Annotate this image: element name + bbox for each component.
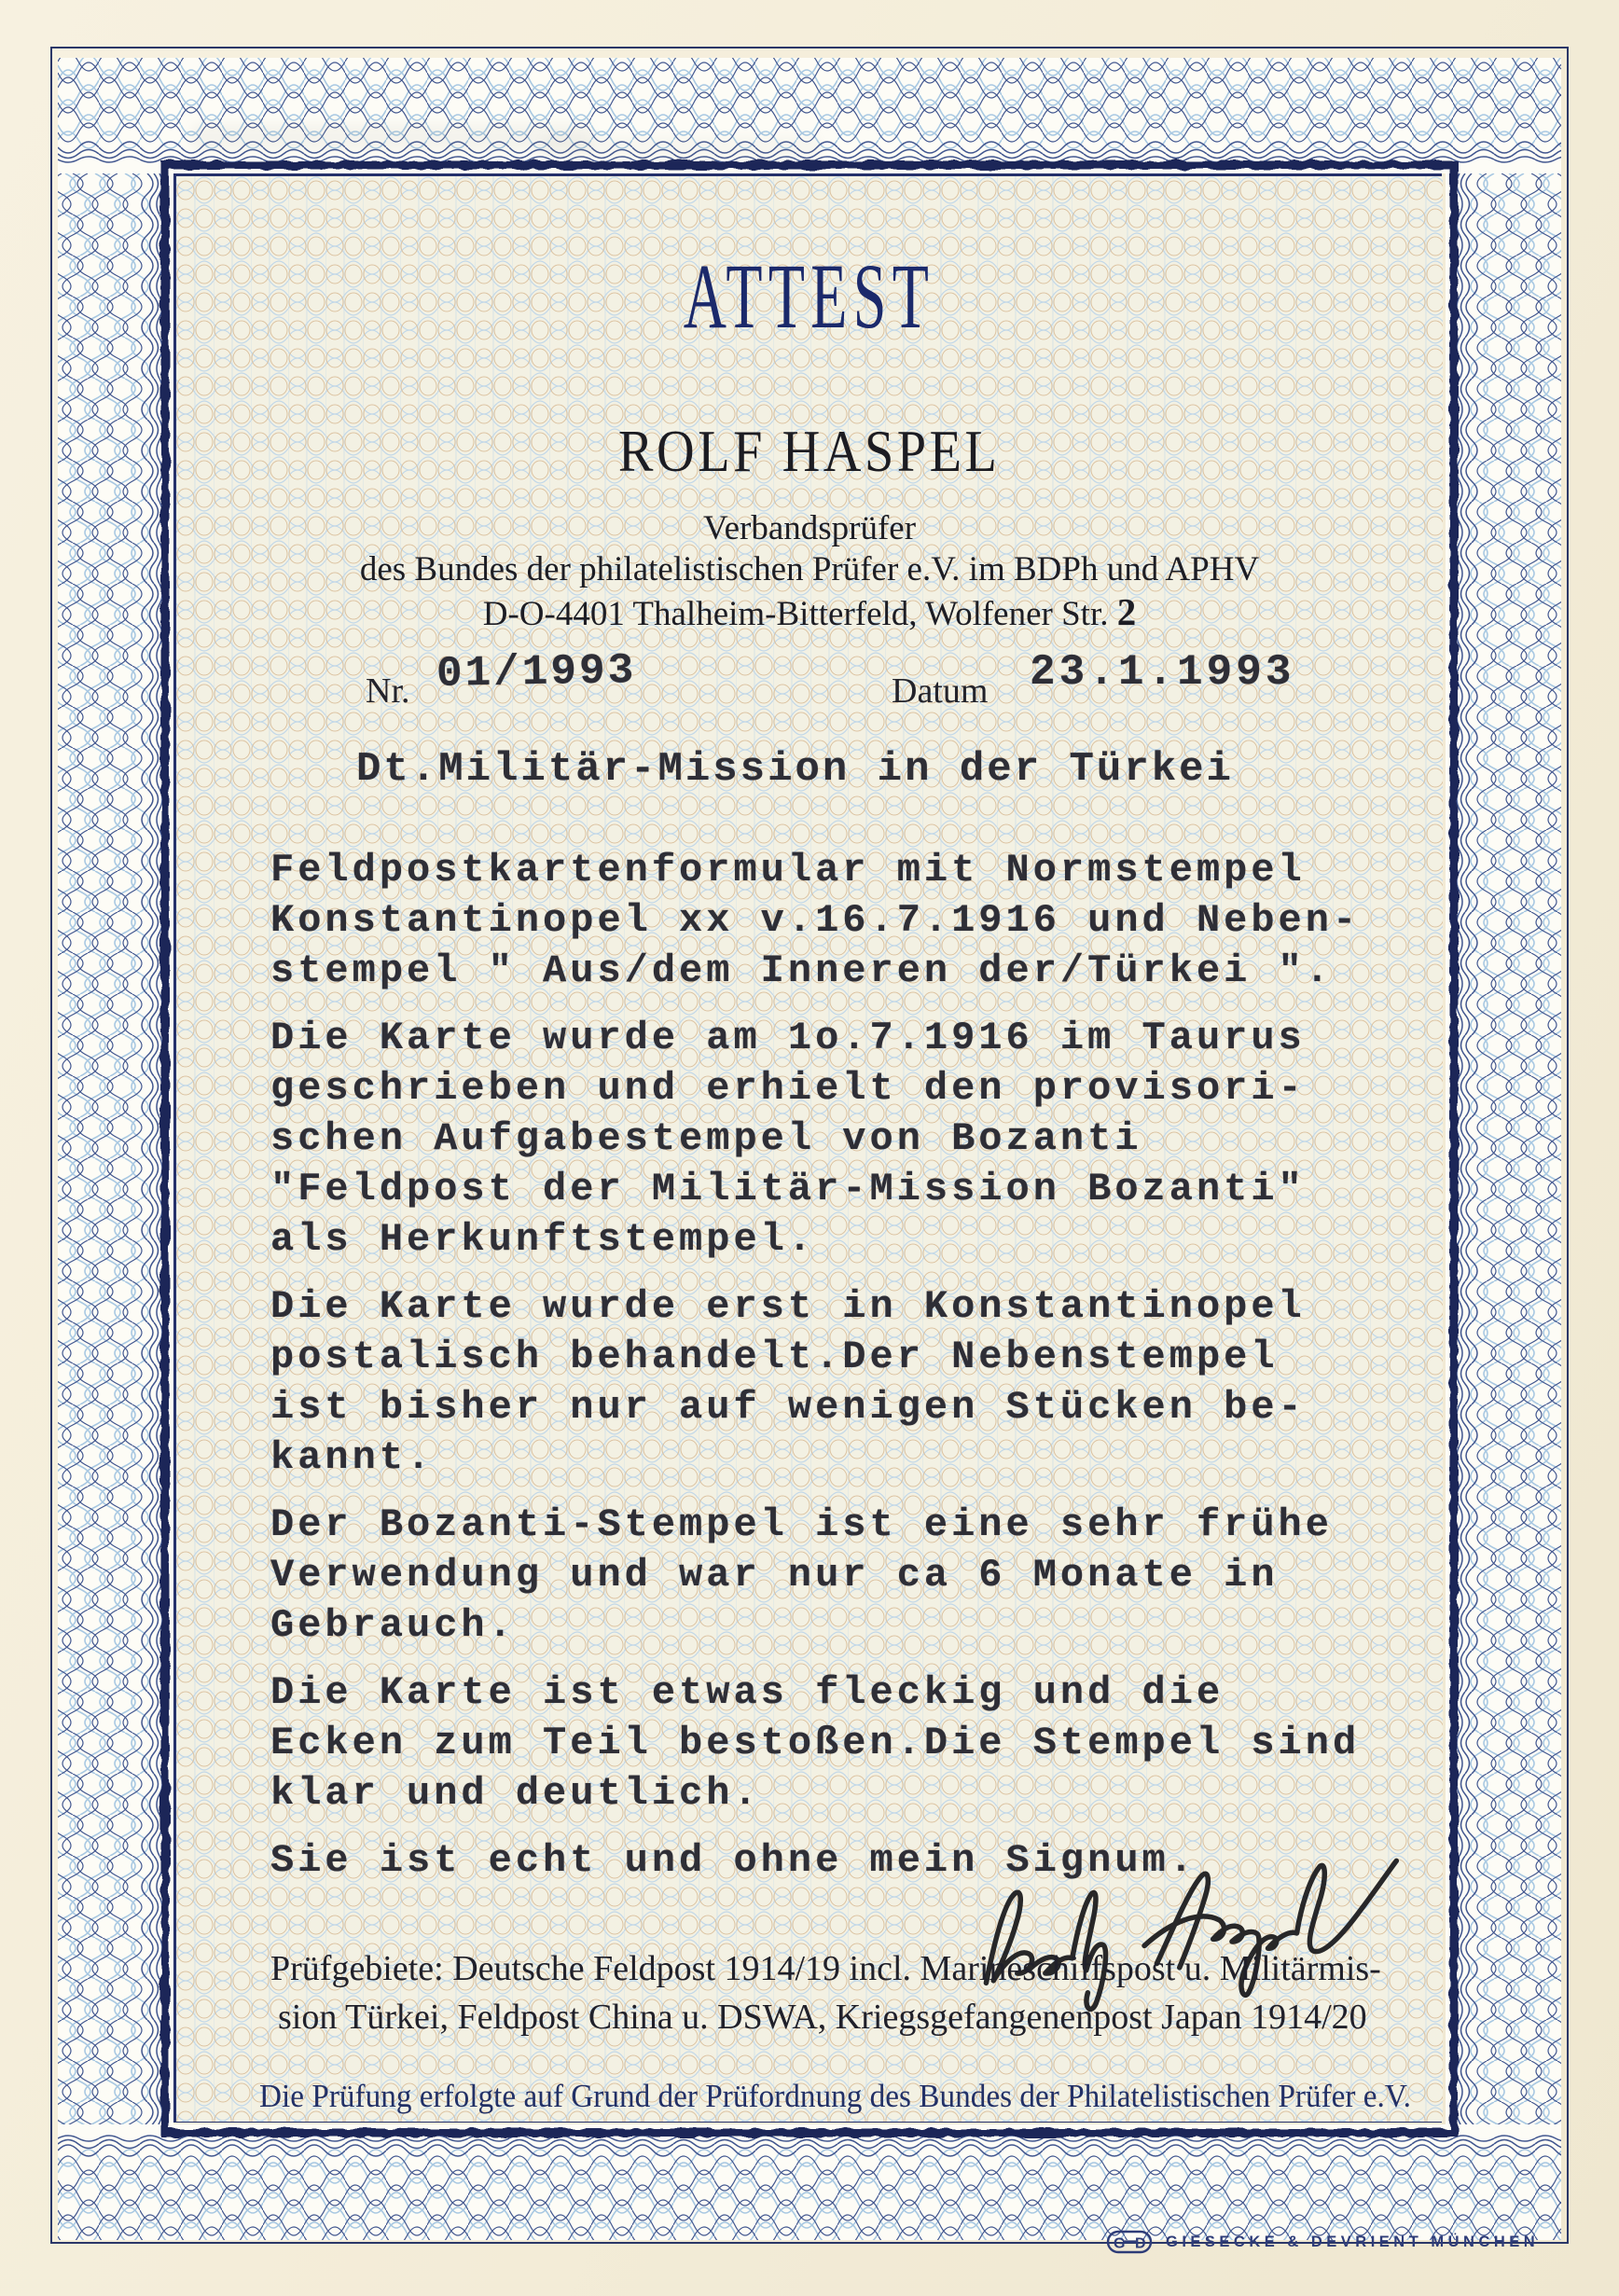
body-paragraph xyxy=(270,1667,1427,1819)
typewriter-line: Die Karte wurde erst in Konstantinopel xyxy=(270,1284,1306,1329)
number-value: 01/1993 xyxy=(436,646,637,698)
examiner-row xyxy=(177,418,1442,484)
expertise-line-2: sion Türkei, Feldpost China u. DSWA, Kriegsgefangenenpost Japan 1914/20 xyxy=(278,1998,1367,2037)
typewriter-line: schen Aufgabestempel von Bozanti xyxy=(270,1116,1142,1161)
body-paragraphs xyxy=(270,845,1427,1902)
body-paragraph xyxy=(270,1281,1427,1483)
body-paragraph xyxy=(270,1500,1427,1651)
typewriter-line: Verwendung und war nur ca 6 Monate in xyxy=(270,1553,1279,1598)
printer-imprint-row xyxy=(1106,2229,1539,2255)
scan-smudge xyxy=(541,136,821,159)
date-value: 23.1.1993 xyxy=(1030,648,1295,697)
body-paragraph xyxy=(270,845,1427,996)
typewriter-line: geschrieben und erhielt den provisori- xyxy=(270,1066,1306,1111)
typewriter-line: Der Bozanti-Stempel ist eine sehr frühe xyxy=(270,1502,1333,1547)
body-paragraph xyxy=(270,1013,1427,1265)
legal-row xyxy=(259,2080,1472,2112)
gd-logo-letter-g: G xyxy=(1114,2235,1126,2252)
gd-logo-letter-d: D xyxy=(1135,2235,1146,2252)
typewriter-line: Gebrauch. xyxy=(270,1603,516,1648)
typewriter-line: Feldpostkartenformular mit Normstempel xyxy=(270,848,1306,892)
address-line xyxy=(177,590,1442,633)
typewriter-line: klar und deutlich. xyxy=(270,1771,761,1816)
title-row xyxy=(177,244,1442,348)
address-text: D-O-4401 Thalheim-Bitterfeld, Wolfener Str. xyxy=(482,595,1109,633)
typewriter-line: Ecken zum Teil bestoßen.Die Stempel sind xyxy=(270,1721,1361,1765)
typewriter-line: stempel " Aus/dem Inneren der/Türkei ". xyxy=(270,948,1333,993)
page-title: ATTEST xyxy=(684,244,935,348)
date-label: Datum xyxy=(892,671,989,711)
subject-line: Dt.Militär-Mission in der Türkei xyxy=(356,746,1234,793)
typewriter-line: "Feldpost der Militär-Mission Bozanti" xyxy=(270,1167,1306,1211)
typewriter-line: postalisch behandelt.Der Nebenstempel xyxy=(270,1335,1279,1379)
typewriter-line: kannt. xyxy=(270,1435,435,1480)
number-label: Nr. xyxy=(366,671,410,711)
typewriter-line: Die Karte wurde am 1o.7.1916 im Taurus xyxy=(270,1016,1306,1060)
typewriter-line: ist bisher nur auf wenigen Stücken be- xyxy=(270,1385,1306,1430)
gd-monogram-logo xyxy=(1106,2229,1153,2255)
examiner-title: Verbandsprüfer xyxy=(702,509,917,547)
printer-imprint: GIESECKE & DEVRIENT MÜNCHEN xyxy=(1166,2233,1540,2250)
typewriter-line: als Herkunftstempel. xyxy=(270,1217,816,1262)
examiner-name: ROLF HASPEL xyxy=(618,418,1001,484)
legal-line: Die Prüfung erfolgte auf Grund der Prüfordnung des Bundes der Philatelistischen Prüfer e.V. xyxy=(259,2078,1411,2114)
address-street-number: 2 xyxy=(1116,590,1137,633)
typewriter-line: Die Karte ist etwas fleckig und die xyxy=(270,1670,1225,1715)
association-line: des Bundes der philatelistischen Prüfer e.V. im BDPh und APHV xyxy=(359,550,1260,588)
typewriter-line: Konstantinopel xx v.16.7.1916 und Neben- xyxy=(270,898,1361,943)
scan-smudge xyxy=(191,123,592,151)
typewriter-line: Sie ist echt und ohne mein Signum. xyxy=(270,1838,1197,1883)
expertise-line-1: Prüfgebiete: Deutsche Feldpost 1914/19 incl. Marineschiffspost u. Militärmis- xyxy=(270,1949,1381,1988)
